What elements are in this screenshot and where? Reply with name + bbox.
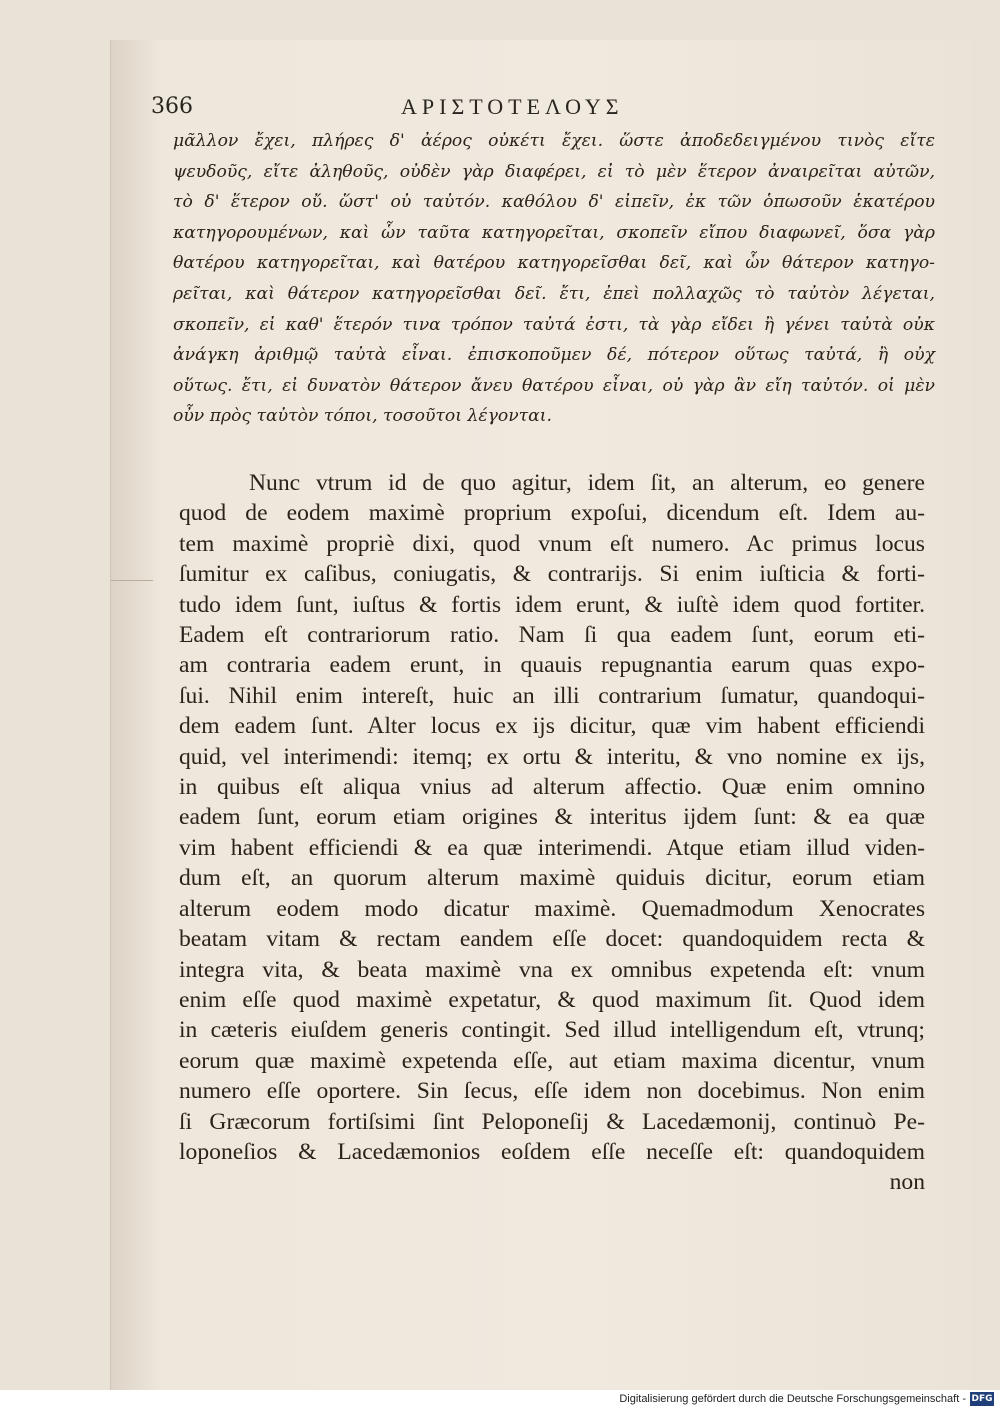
latin-line: tudo idem ſunt, iuſtus & fortis idem erunt, & iuſtè idem quod fortiter. (179, 591, 925, 618)
latin-line: quod de eodem maximè proprium expoſui, dicendum eſt. Idem au- (179, 500, 925, 527)
running-head: ΑΡΙΣΤΟΤΕΛΟΥΣ (401, 94, 624, 119)
catchword: non (889, 1169, 925, 1196)
latin-text-block (179, 468, 925, 1198)
dfg-logo-icon: DFG (971, 1394, 993, 1404)
latin-line: Eadem eſt contrariorum ratio. Nam ſi qua eadem ſunt, eorum eti- (179, 622, 925, 649)
margin-line (111, 580, 153, 581)
greek-text-block (173, 126, 935, 432)
funding-credit: Digitalisierung gefördert durch die Deutsche Forschungsgemeinschaft - (619, 1393, 966, 1405)
book-page (110, 40, 971, 1390)
latin-line: in cæteris eiuſdem generis contingit. Sed illud intelligendum eſt, vtrunq; (179, 1017, 925, 1044)
latin-line: am contraria eadem erunt, in quauis repugnantia earum quas expo- (179, 652, 925, 679)
latin-line: ſumitur ex caſibus, coniugatis, & contrarijs. Si enim iuſticia & forti- (179, 561, 925, 588)
latin-line: ſui. Nihil enim intereſt, huic an illi contrarium ſumatur, quandoqui- (179, 682, 925, 709)
latin-line: alterum eodem modo dicatur maximè. Quemadmodum Xenocrates (179, 895, 925, 922)
latin-line: Nunc vtrum id de quo agitur, idem ſit, an alterum, eo genere (249, 470, 925, 496)
page-number: 366 (151, 94, 193, 119)
greek-line: θατέρου κατηγορεῖται, καὶ θατέρου κατηγορεῖσθαι δεῖ, καὶ ὧν θάτερον κατηγο- (173, 253, 935, 274)
latin-line: vim habent efficiendi & ea quæ interimendi. Atque etiam illud viden- (179, 834, 925, 861)
greek-line: ἀνάγκη ἀριθμῷ ταὐτὰ εἶναι. ἐπισκοποῦμεν δέ, πότερον οὕτως ταὐτά, ἢ οὐχ (173, 345, 935, 366)
latin-line: eorum quæ maximè expetenda eſſe, aut etiam maxima dicentur, vnum (179, 1047, 925, 1074)
latin-line: enim eſſe quod maximè expetatur, & quod maximum ſit. Quod idem (179, 986, 925, 1013)
greek-line: τὸ δ' ἕτερον οὔ. ὥστ' οὐ ταὐτόν. καθόλου δ' εἰπεῖν, ἐκ τῶν ὁπωσοῦν ἑκατέρου (173, 192, 935, 213)
greek-line: μᾶλλον ἔχει, πλήρες δ' ἀέρος οὐκέτι ἔχει. ὥστε ἀποδεδειγμένου τινὸς εἴτε (173, 131, 935, 151)
greek-line: ψευδοῦς, εἴτε ἀληθοῦς, οὐδὲν γὰρ διαφέρει, εἰ τὸ μὲν ἕτερον ἀναιρεῖται αὐτῶν, (173, 161, 935, 182)
latin-line: numero eſſe oportere. Sin ſecus, eſſe idem non docebimus. Non enim (179, 1078, 925, 1105)
latin-line: beatam vitam & rectam eandem eſſe docet: quandoquidem recta & (179, 926, 925, 953)
greek-line: ρεῖται, καὶ θάτερον κατηγορεῖσθαι δεῖ. ἔτι, ἐπεὶ πολλαχῶς τὸ ταὐτὸν λέγεται, (173, 283, 935, 304)
latin-line: integra vita, & beata maximè vna ex omnibus expetenda eſt: vnum (179, 956, 925, 983)
latin-line: loponeſios & Lacedæmonios eoſdem eſſe neceſſe eſt: quandoquidem (179, 1138, 925, 1165)
latin-line: eadem ſunt, eorum etiam origines & interitus ijdem ſunt: & ea quæ (179, 804, 925, 831)
latin-line: quid, vel interimendi: itemq; ex ortu & interitu, & vno nomine ex ijs, (179, 743, 925, 770)
greek-line: οὕτως. ἔτι, εἰ δυνατὸν θάτερον ἄνευ θατέρου εἶναι, οὐ γὰρ ἂν εἴη ταὐτόν. οἱ μὲν (173, 375, 935, 396)
latin-line: tem maximè propriè dixi, quod vnum eſt numero. Ac primus locus (179, 530, 925, 557)
latin-line: ſi Græcorum fortiſsimi ſint Peloponeſij & Lacedæmonij, continuò Pe- (179, 1108, 925, 1135)
greek-line: σκοπεῖν, εἰ καθ' ἕτερόν τινα τρόπον ταὐτά ἐστι, τὰ γὰρ εἴδει ἢ γένει ταὐτὰ οὐκ (173, 314, 935, 335)
latin-line: dem eadem ſunt. Alter locus ex ijs dicitur, quæ vim habent efficiendi (179, 713, 925, 740)
greek-line: κατηγορουμένων, καὶ ὧν ταῦτα κατηγορεῖται, σκοπεῖν εἴπου διαφωνεῖ, ὅσα γὰρ (173, 222, 935, 243)
latin-line: in quibus eſt aliqua vnius ad alterum affectio. Quæ enim omnino (179, 774, 925, 801)
greek-line: οὖν πρὸς ταὐτὸν τόποι, τοσοῦτοι λέγονται. (173, 406, 552, 427)
latin-line: dum eſt, an quorum alterum maximè quiduis dicitur, eorum etiam (179, 865, 925, 892)
